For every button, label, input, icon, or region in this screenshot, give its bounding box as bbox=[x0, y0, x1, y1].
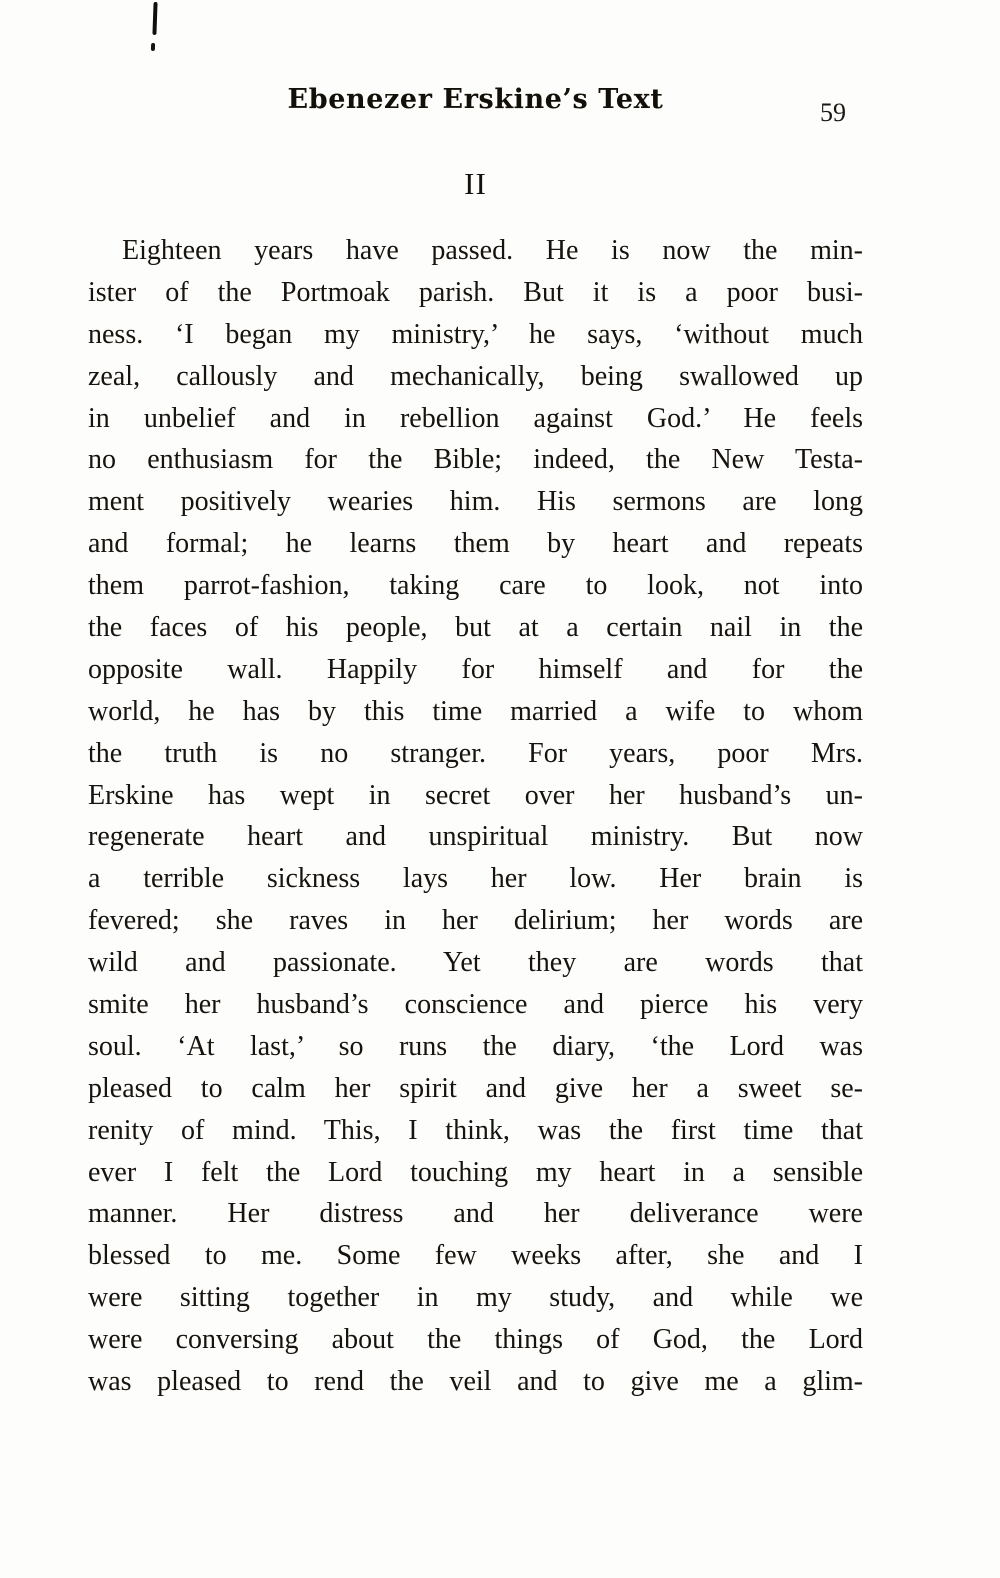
text-line: renity of mind. This, I think, was the first time that bbox=[88, 1114, 863, 1146]
text-line: were conversing about the things of God, the Lord bbox=[88, 1324, 863, 1356]
page-number: 59 bbox=[820, 98, 846, 127]
section-heading: II bbox=[464, 166, 487, 201]
text-line: regenerate heart and unspiritual ministry. But now bbox=[88, 821, 863, 853]
text-line: was pleased to rend the veil and to give me a glim- bbox=[88, 1366, 863, 1398]
text-line: world, he has by this time married a wife to whom bbox=[88, 695, 863, 727]
text-line: fevered; she raves in her delirium; her words are bbox=[88, 905, 863, 937]
text-line: Erskine has wept in secret over her husband’s un- bbox=[88, 779, 863, 811]
text-line: smite her husband’s conscience and pierce his very bbox=[88, 989, 863, 1021]
text-line: no enthusiasm for the Bible; indeed, the New Testa- bbox=[88, 444, 863, 476]
text-line: soul. ‘At last,’ so runs the diary, ‘the Lord was bbox=[88, 1030, 863, 1062]
text-line: wild and passionate. Yet they are words that bbox=[88, 947, 863, 979]
scan-artifact-mark bbox=[152, 2, 157, 35]
text-line: blessed to me. Some few weeks after, she and I bbox=[88, 1240, 863, 1272]
text-line: a terrible sickness lays her low. Her brain is bbox=[88, 863, 863, 895]
running-title: Ebenezer Erskine’s Text bbox=[287, 84, 664, 115]
text-line: ness. ‘I began my ministry,’ he says, ‘without much bbox=[88, 318, 863, 350]
text-line: and formal; he learns them by heart and repeats bbox=[88, 528, 863, 560]
text-line: the truth is no stranger. For years, poor Mrs. bbox=[88, 737, 863, 769]
text-line: ister of the Portmoak parish. But it is a poor busi- bbox=[88, 276, 863, 308]
text-line: ever I felt the Lord touching my heart in a sensible bbox=[88, 1156, 863, 1188]
text-line: ment positively wearies him. His sermons are long bbox=[88, 486, 863, 518]
text-line: pleased to calm her spirit and give her a sweet se- bbox=[88, 1072, 863, 1104]
text-line: them parrot-fashion, taking care to look, not into bbox=[88, 570, 863, 602]
body-text bbox=[88, 230, 863, 1403]
text-line: the faces of his people, but at a certain nail in the bbox=[88, 612, 863, 644]
text-line: in unbelief and in rebellion against God.’ He feels bbox=[88, 402, 863, 434]
text-line: manner. Her distress and her deliverance were bbox=[88, 1198, 863, 1230]
text-line: opposite wall. Happily for himself and for the bbox=[88, 653, 863, 685]
text-line: Eighteen years have passed. He is now the min- bbox=[122, 235, 863, 266]
text-line: were sitting together in my study, and while we bbox=[88, 1282, 863, 1314]
text-line: zeal, callously and mechanically, being swallowed up bbox=[88, 360, 863, 392]
page-header bbox=[88, 84, 863, 120]
